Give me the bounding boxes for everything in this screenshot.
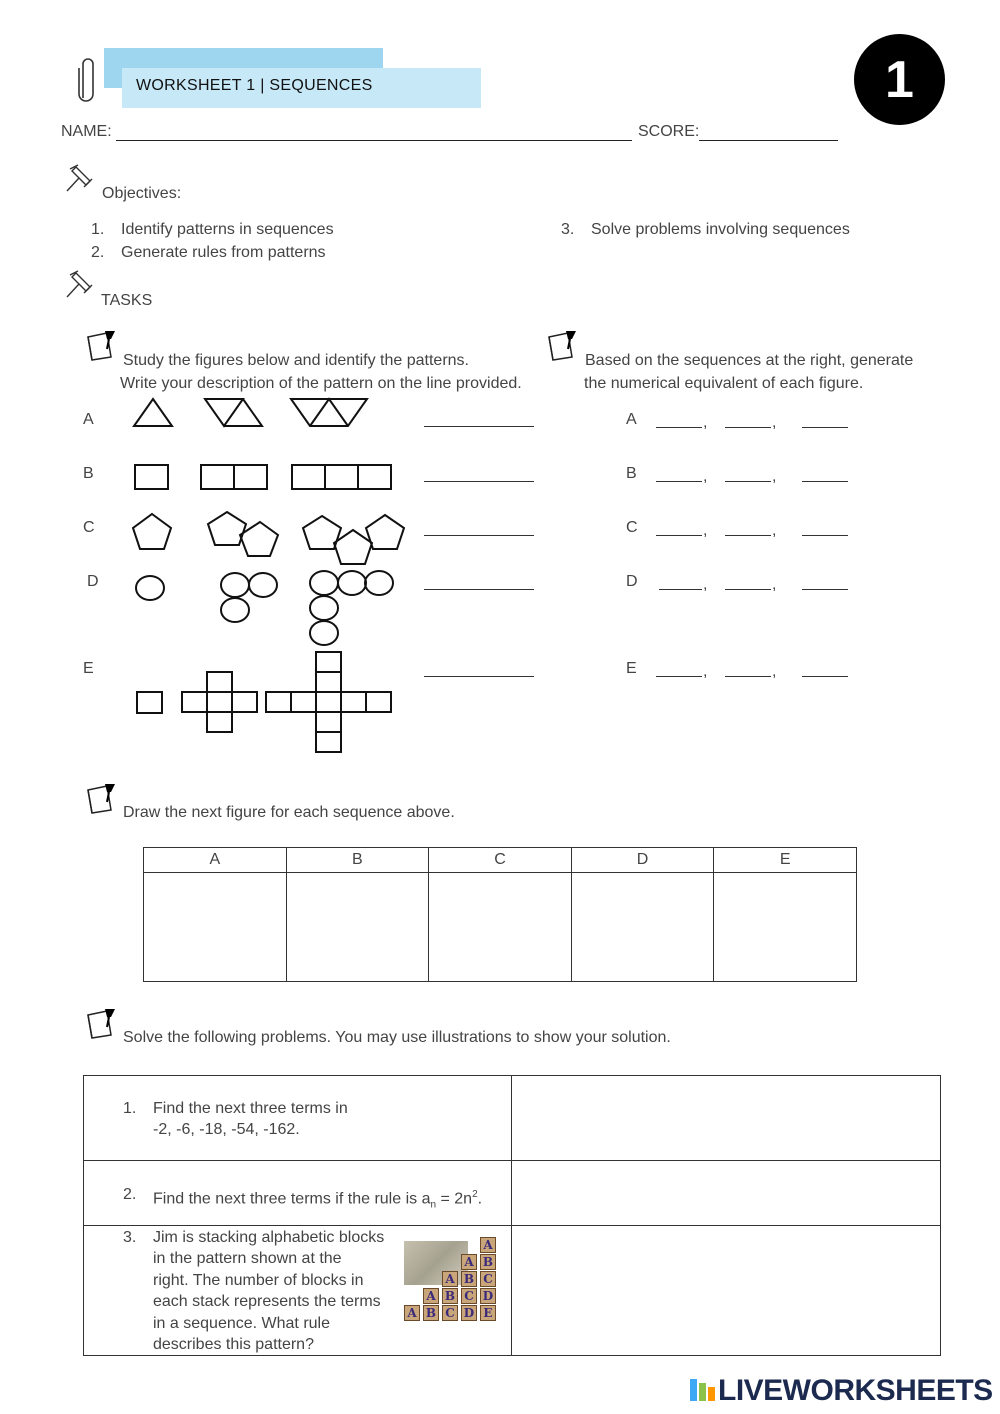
task2-instruction-line2: the numerical equivalent of each figure. [584, 375, 864, 392]
numeric-row-label-a: A [626, 411, 637, 428]
figure-d-1 [136, 576, 164, 600]
answer-area-1[interactable] [512, 1076, 939, 1160]
column-header-a: A [144, 848, 287, 873]
task1-instruction-line1: Study the figures below and identify the patterns. [123, 352, 469, 369]
numeric-blank[interactable] [725, 427, 771, 428]
comma: , [703, 522, 708, 539]
liveworksheets-logo-icon [690, 1379, 716, 1401]
numeric-blank[interactable] [656, 535, 702, 536]
letter-block: B [480, 1254, 496, 1270]
comma: , [772, 522, 777, 539]
column-header-c: C [429, 848, 572, 873]
problem-1-line1: Find the next three terms in [153, 1100, 348, 1117]
problem-3-line: each stack represents the terms [153, 1293, 381, 1310]
comma: , [772, 414, 777, 431]
numeric-row-label-d: D [626, 573, 638, 590]
figure-c-2 [208, 512, 246, 545]
objectives-heading: Objectives: [102, 185, 182, 202]
figure-a-3 [291, 399, 367, 426]
answer-area-3[interactable] [512, 1226, 939, 1354]
comma: , [772, 576, 777, 593]
objective-number: 2. [91, 244, 105, 261]
figure-b-1 [135, 465, 168, 489]
name-label: NAME: [61, 123, 112, 140]
figure-d-2 [221, 573, 249, 597]
comma: , [772, 663, 777, 680]
tasks-heading: TASKS [101, 292, 153, 309]
problem-3-line: right. The number of blocks in [153, 1272, 364, 1289]
numeric-blank[interactable] [802, 427, 848, 428]
letter-block: E [480, 1305, 496, 1321]
column-header-b: B [286, 848, 429, 873]
objective-item: Solve problems involving sequences [591, 221, 850, 238]
problem-number: 2. [123, 1186, 137, 1203]
letter-block: D [461, 1305, 477, 1321]
figure-e-1 [137, 692, 162, 713]
objective-number: 3. [561, 221, 575, 238]
worksheet-number-badge: 1 [854, 34, 945, 125]
numeric-blank[interactable] [725, 589, 771, 590]
numeric-blank[interactable] [802, 589, 848, 590]
description-line-b[interactable] [424, 481, 534, 482]
task4-instruction: Solve the following problems. You may use illustrations to show your solution. [123, 1029, 671, 1046]
draw-next-figure-table [143, 847, 857, 982]
stacked-blocks-illustration [404, 1237, 502, 1321]
comma: , [703, 468, 708, 485]
problem-number: 1. [123, 1100, 137, 1117]
task3-instruction: Draw the next figure for each sequence above. [123, 804, 455, 821]
row-label-a: A [83, 411, 94, 428]
letter-block: B [461, 1271, 477, 1287]
letter-block: A [423, 1288, 439, 1304]
figure-e-2 [182, 672, 257, 732]
numeric-row-label-c: C [626, 519, 638, 536]
answer-area-2[interactable] [512, 1161, 939, 1225]
letter-block: A [480, 1237, 496, 1253]
numeric-blank[interactable] [725, 535, 771, 536]
drawing-cell-e[interactable] [714, 873, 857, 982]
score-label: SCORE: [638, 123, 700, 140]
problem-3-line: Jim is stacking alphabetic blocks [153, 1229, 385, 1246]
numeric-blank[interactable] [656, 676, 702, 677]
numeric-row-label-b: B [626, 465, 637, 482]
problem-3-line: in the pattern shown at the [153, 1250, 342, 1267]
column-header-d: D [571, 848, 714, 873]
column-header-e: E [714, 848, 857, 873]
description-line-c[interactable] [424, 535, 534, 536]
objective-item: Generate rules from patterns [121, 244, 326, 261]
description-line-e[interactable] [424, 676, 534, 677]
figure-b-3 [292, 465, 391, 489]
comma: , [703, 576, 708, 593]
drawing-cell-a[interactable] [144, 873, 287, 982]
figure-a-2 [205, 399, 262, 426]
objective-number: 1. [91, 221, 105, 238]
problem-3-line: in a sequence. What rule [153, 1315, 330, 1332]
letter-block: A [442, 1271, 458, 1287]
numeric-blank[interactable] [802, 676, 848, 677]
problem-3-line: describes this pattern? [153, 1336, 314, 1353]
figure-a-1 [134, 399, 172, 426]
numeric-blank[interactable] [725, 481, 771, 482]
row-label-d: D [87, 573, 99, 590]
problem-2-text: Find the next three terms if the rule is $a_n = 2n^2$. [153, 1189, 483, 1211]
note-pin-icon [85, 1005, 121, 1041]
drawing-cell-b[interactable] [286, 873, 429, 982]
letter-block: C [461, 1288, 477, 1304]
row-label-b: B [83, 465, 94, 482]
letter-block: C [442, 1305, 458, 1321]
description-line-d[interactable] [424, 589, 534, 590]
letter-block: B [423, 1305, 439, 1321]
problem-number: 3. [123, 1229, 137, 1246]
row-label-e: E [83, 660, 94, 677]
letter-block: A [461, 1254, 477, 1270]
liveworksheets-brand: LIVEWORKSHEETS [718, 1374, 993, 1407]
figure-d-3 [310, 571, 338, 595]
task1-instruction-line2: Write your description of the pattern on the line provided. [120, 375, 522, 392]
figure-c-3c [366, 515, 404, 549]
numeric-blank[interactable] [725, 676, 771, 677]
worksheet-title: WORKSHEET 1 | SEQUENCES [136, 77, 373, 94]
numeric-blank[interactable] [656, 427, 702, 428]
task2-instruction-line1: Based on the sequences at the right, generate [585, 352, 914, 369]
letter-block: D [480, 1288, 496, 1304]
numeric-row-label-e: E [626, 660, 637, 677]
letter-block: B [442, 1288, 458, 1304]
letter-block: A [404, 1305, 420, 1321]
comma: , [703, 663, 708, 680]
figure-e-3 [266, 652, 391, 752]
numeric-blank[interactable] [802, 535, 848, 536]
figure-c-3b [334, 530, 372, 564]
photo-background [404, 1241, 468, 1285]
problem-1-line2: -2, -6, -18, -54, -162. [153, 1121, 300, 1138]
drawing-cell-d[interactable] [571, 873, 714, 982]
comma: , [772, 468, 777, 485]
figure-c-1 [133, 514, 171, 549]
comma: , [703, 414, 708, 431]
row-label-c: C [83, 519, 95, 536]
drawing-cell-c[interactable] [429, 873, 572, 982]
numeric-blank[interactable] [802, 481, 848, 482]
description-line-a[interactable] [424, 426, 534, 427]
numeric-blank[interactable] [659, 589, 702, 590]
note-pin-icon [85, 780, 121, 816]
numeric-blank[interactable] [656, 481, 702, 482]
objective-item: Identify patterns in sequences [121, 221, 334, 238]
letter-block: C [480, 1271, 496, 1287]
